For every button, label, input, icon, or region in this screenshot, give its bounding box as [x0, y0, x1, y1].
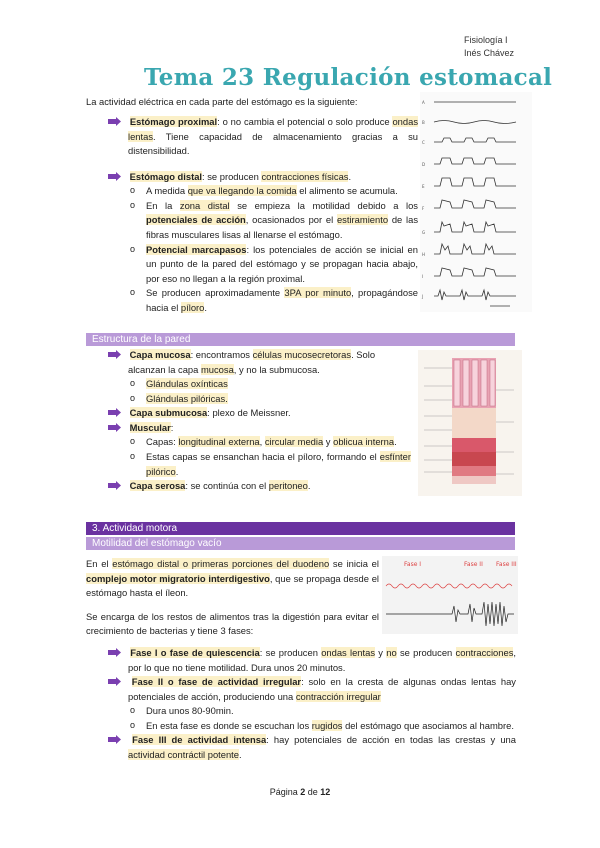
svg-text:H: H — [422, 252, 426, 257]
list-item: o Capas: longitudinal externa, circular media y oblicua interna. — [108, 435, 411, 450]
arrow-bullet-icon — [108, 350, 121, 359]
list-item: o A medida que va llegando la comida el alimento se acumula. — [108, 184, 418, 199]
list-item: o Glándulas pilóricas. — [108, 392, 411, 407]
section-bar-structure — [86, 333, 515, 346]
section-empty-stomach — [86, 557, 379, 639]
gland-list — [108, 377, 411, 406]
phase-3-label: Fase III — [496, 561, 517, 568]
list-item: o Se producen aproximadamente 3PA por minuto, propagándose hacia el píloro. — [108, 286, 418, 315]
list-item: o Estas capas se ensanchan hacia el píloro, formando el esfínter pilórico. — [108, 450, 411, 479]
submucosa-item: Capa submucosa: plexo de Meissner. — [108, 406, 411, 421]
section-bar-empty-stomach — [86, 537, 515, 550]
arrow-bullet-icon — [108, 423, 121, 432]
arrow-bullet-icon — [108, 677, 121, 686]
section-electrical-activity — [108, 115, 418, 316]
section-wall-structure — [108, 348, 411, 494]
svg-text:D: D — [422, 162, 426, 167]
intro-paragraph: La actividad eléctrica en cada parte del estómago es la siguiente: — [86, 96, 358, 107]
header-course: Fisiología I — [463, 35, 508, 45]
arrow-bullet-icon — [108, 735, 121, 744]
svg-text:I: I — [422, 274, 424, 279]
proximal-term: Estómago proximal — [129, 116, 218, 127]
arrow-bullet-icon — [108, 408, 121, 417]
muscular-subitems — [108, 435, 411, 479]
page-number: 2 — [300, 787, 306, 797]
section-bar-label: 3. Actividad motora — [92, 523, 178, 534]
phase-2-subitems — [108, 704, 516, 733]
section-bar-motor-activity — [86, 522, 515, 535]
mmc-paragraph: En el estómago distal o primeras porciones del duodeno se inicia el complejo motor migratorio interdigestivo, que se propaga desde el estómago hasta el íleon. — [86, 558, 379, 599]
stomach-wall-figure — [418, 350, 522, 496]
mmc-function-paragraph: Se encarga de los restos de alimentos tras la digestión para evitar el crecimiento de bacterias y tiene 3 fases: — [86, 610, 379, 637]
page-title: Tema 23 Regulación estomacal — [144, 64, 553, 91]
phase-1-label: Fase I — [404, 561, 422, 568]
section-bar-label: Motilidad del estómago vacío — [92, 538, 222, 549]
header-info — [464, 34, 514, 60]
svg-text:J: J — [422, 294, 424, 299]
page-footer: Página 2 de 12 — [269, 787, 331, 797]
svg-text:E: E — [422, 184, 425, 189]
phase-3-item: Fase III de actividad intensa: hay potenciales de acción en todas las crestas y una actividad contráctil potente. — [108, 733, 516, 762]
muscular-item: Muscular: — [108, 421, 411, 436]
section-bar-label: Estructura de la pared — [92, 334, 191, 345]
phase-2-item: Fase II o fase de actividad irregular: solo en la cresta de algunas ondas lentas hay potenciales de acción, produciendo una contracción irregular — [108, 675, 516, 704]
serosa-item: Capa serosa: se continúa con el peritoneo. — [108, 479, 411, 494]
electrical-activity-figure — [420, 92, 532, 312]
phases-figure — [382, 556, 518, 634]
distal-subitems — [108, 184, 418, 315]
list-item: o Dura unos 80-90min. — [108, 704, 516, 719]
arrow-bullet-icon — [108, 117, 121, 126]
svg-text:F: F — [422, 206, 425, 211]
distal-term: Estómago distal — [129, 170, 203, 182]
list-item: o En la zona distal se empieza la motilidad debido a los potenciales de acción, ocasionados por el estiramiento de las fibras musculares lisas al llenarse el estómago. — [108, 199, 418, 243]
svg-text:A: A — [422, 100, 425, 105]
phase-1-item: Fase I o fase de quiescencia: se producen ondas lentas y no se producen contracciones, por lo que no tiene motilidad. Dura unos 20 minutos. — [108, 646, 516, 675]
list-item: o Potencial marcapasos: los potenciales de acción se inicial en un punto de la pared del estómago y se propagan hacia abajo, por eso no llegan a la región proximal. — [108, 243, 418, 287]
phases-list — [108, 646, 516, 763]
arrow-bullet-icon — [108, 172, 121, 181]
header-author: Inés Chávez — [463, 48, 514, 58]
svg-text:C: C — [422, 140, 425, 145]
svg-text:B: B — [422, 120, 425, 125]
arrow-bullet-icon — [108, 481, 121, 490]
list-item: o Glándulas oxínticas — [108, 377, 411, 392]
svg-text:G: G — [422, 230, 426, 235]
list-item: o En esta fase es donde se escuchan los rugidos del estómago que asociamos al hambre. — [108, 719, 516, 734]
mucosa-item: Capa mucosa: encontramos células mucosecretoras. Solo alcanzan la capa mucosa, y no la submucosa. — [108, 348, 411, 377]
phase-2-label: Fase II — [464, 561, 483, 568]
arrow-bullet-icon — [108, 648, 121, 657]
distal-item: Estómago distal: se producen contracciones físicas. — [108, 170, 418, 185]
proximal-item: Estómago proximal: o no cambia el potencial o solo produce ondas lentas. Tiene capacidad de almacenamiento gracias a su distensibilidad. — [108, 115, 418, 159]
page-total: 12 — [320, 787, 331, 797]
